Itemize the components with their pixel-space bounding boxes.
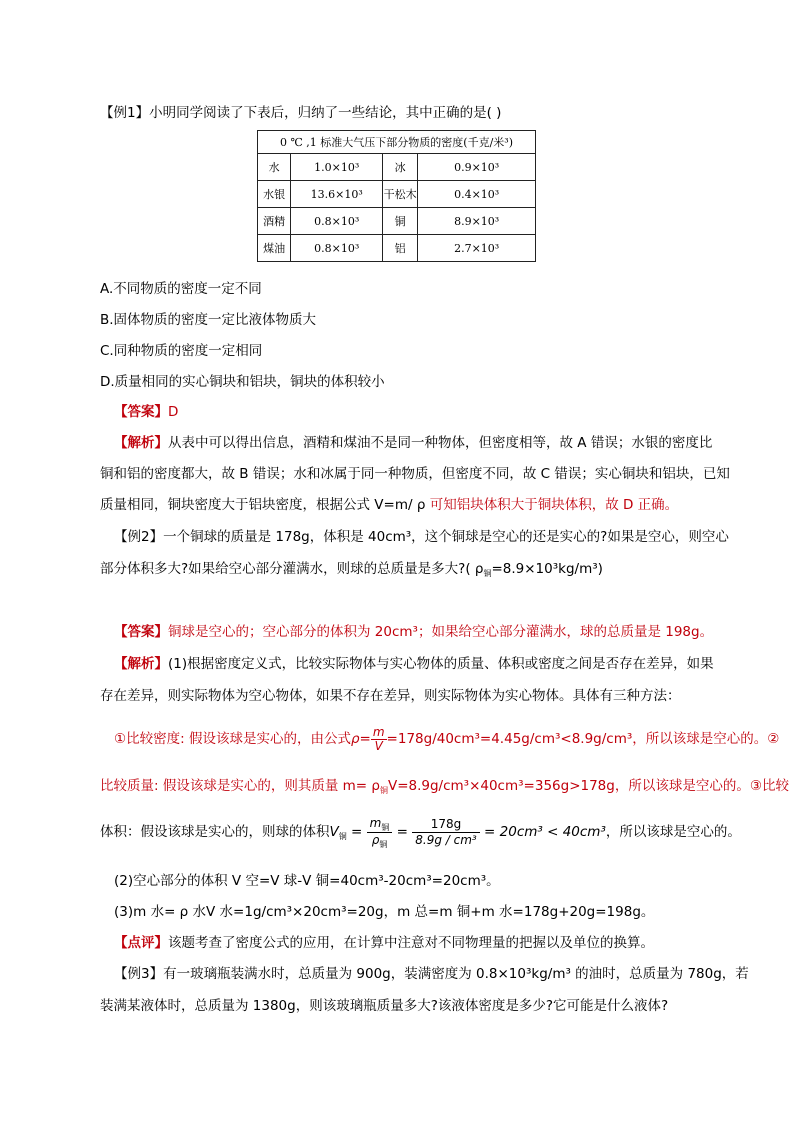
ex2-tag: 【例2】 — [114, 529, 164, 545]
ex2-step3: (3)m 水= ρ 水V 水=1g/cm³×20cm³=20g，m 总=m 铜+m 水=178g+20g=198g。 — [114, 904, 655, 920]
table-caption: 0 ℃ ,1 标准大气压下部分物质的密度(千克/米³) — [258, 131, 536, 154]
ex2-step2: (2)空心部分的体积 V 空=V 球-V 铜=40cm³-20cm³=20cm³。 — [114, 873, 500, 889]
ex2-analysis-line2: 存在差异，则实际物体为空心物体，如果不存在差异，则实际物体为实心物体。具体有三种方法： — [100, 688, 681, 704]
ex1-tag: 【例1】 — [100, 105, 150, 121]
option-d: D.质量相同的实心铜块和铝块，铜块的体积较小 — [100, 374, 385, 390]
ex1-analysis-line1: 【解析】从表中可以得出信息，酒精和煤油不是同一种物体，但密度相等，故 A 错误；水银的密度比 — [114, 435, 713, 451]
ex2-answer: 【答案】铜球是空心的；空心部分的体积为 20cm³；如果给空心部分灌满水，球的总质量是 198g。 — [114, 624, 714, 640]
volume-fraction-symbolic: $\frac{m_铜}{\rho_铜}$ — [367, 816, 393, 849]
ex2-question-line1: 【例2】一个铜球的质量是 178g，体积是 40cm³，这个铜球是空心的还是实心的?如果是空心，则空心 — [114, 529, 729, 545]
volume-fraction-numeric: $\frac{178g}{\text{8.9g / cm³}}$ — [412, 817, 479, 848]
ex3-question-line2: 装满某液体时，总质量为 1380g，则该玻璃瓶质量多大?该液体密度是多少?它可能是什么液体? — [100, 998, 669, 1014]
ex1-analysis-line2: 铜和铝的密度都大，故 B 错误；水和冰属于同一种物质，但密度不同，故 C 错误；实心铜块和铝块，已知 — [100, 466, 730, 482]
table-row: 煤油 0.8×10³ 铝 2.7×10³ — [258, 235, 536, 262]
table-row: 水 1.0×10³ 冰 0.9×10³ — [258, 154, 536, 181]
method-compare-mass: 比较质量: 假设该球是实心的，则其质量 $m= \rho_铜V=8.9g/cm^3\times 40cm^3=356g>178g$，所以该球是空心的。③比较 — [100, 778, 789, 795]
ex3-question-line1: 【例3】有一玻璃瓶装满水时，总质量为 900g，装满密度为 0.8×10³kg/m³ 的油时，总质量为 780g，若 — [114, 966, 749, 982]
ex2-question-line2: 部分体积多大?如果给空心部分灌满水，则球的总质量是多大?( $\rho_铜=8.9\times 10^3kg/m^3$) — [100, 561, 603, 578]
option-c: C.同种物质的密度一定相同 — [100, 343, 263, 359]
option-b: B.固体物质的密度一定比液体物质大 — [100, 312, 317, 328]
ex1-analysis-line3: 质量相同，铜块密度大于铝块密度，根据公式 V=m/ ρ 可知铝块体积大于铜块体积，故 D 正确。 — [100, 497, 679, 513]
density-table — [257, 130, 536, 262]
ex1-answer: 【答案】D — [114, 404, 179, 420]
option-a: A.不同物质的密度一定不同 — [100, 281, 262, 297]
ex3-tag: 【例3】 — [114, 966, 164, 982]
density-fraction: $\frac{m}{V}$ — [372, 724, 385, 753]
table-row: 酒精 0.8×10³ 铜 8.9×10³ — [258, 208, 536, 235]
method-compare-volume: 体积：假设该球是实心的，则球的体积$V_铜$ = $\frac{m_铜}{\rho_铜}$ = $\frac{178g}{\text{8.9g / cm³}}$ = 20cm³ < 40cm³，所以该球是空心的。 — [100, 815, 741, 849]
method-compare-density: ①比较密度: 假设该球是实心的，由公式ρ= $\frac{m}{V}$ =178g/40cm³=4.45g/cm³<8.9g/cm³，所以该球是空心的。② — [114, 724, 780, 753]
ex2-analysis-line1: 【解析】(1)根据密度定义式，比较实际物体与实心物体的质量、体积或密度之间是否存在差异，如果 — [114, 656, 714, 672]
table-row: 水银 13.6×10³ 干松木 0.4×10³ — [258, 181, 536, 208]
ex1-question: 【例1】小明同学阅读了下表后，归纳了一些结论，其中正确的是( ) — [100, 105, 502, 121]
ex2-comment: 【点评】该题考查了密度公式的应用，在计算中注意对不同物理量的把握以及单位的换算。 — [114, 935, 654, 951]
